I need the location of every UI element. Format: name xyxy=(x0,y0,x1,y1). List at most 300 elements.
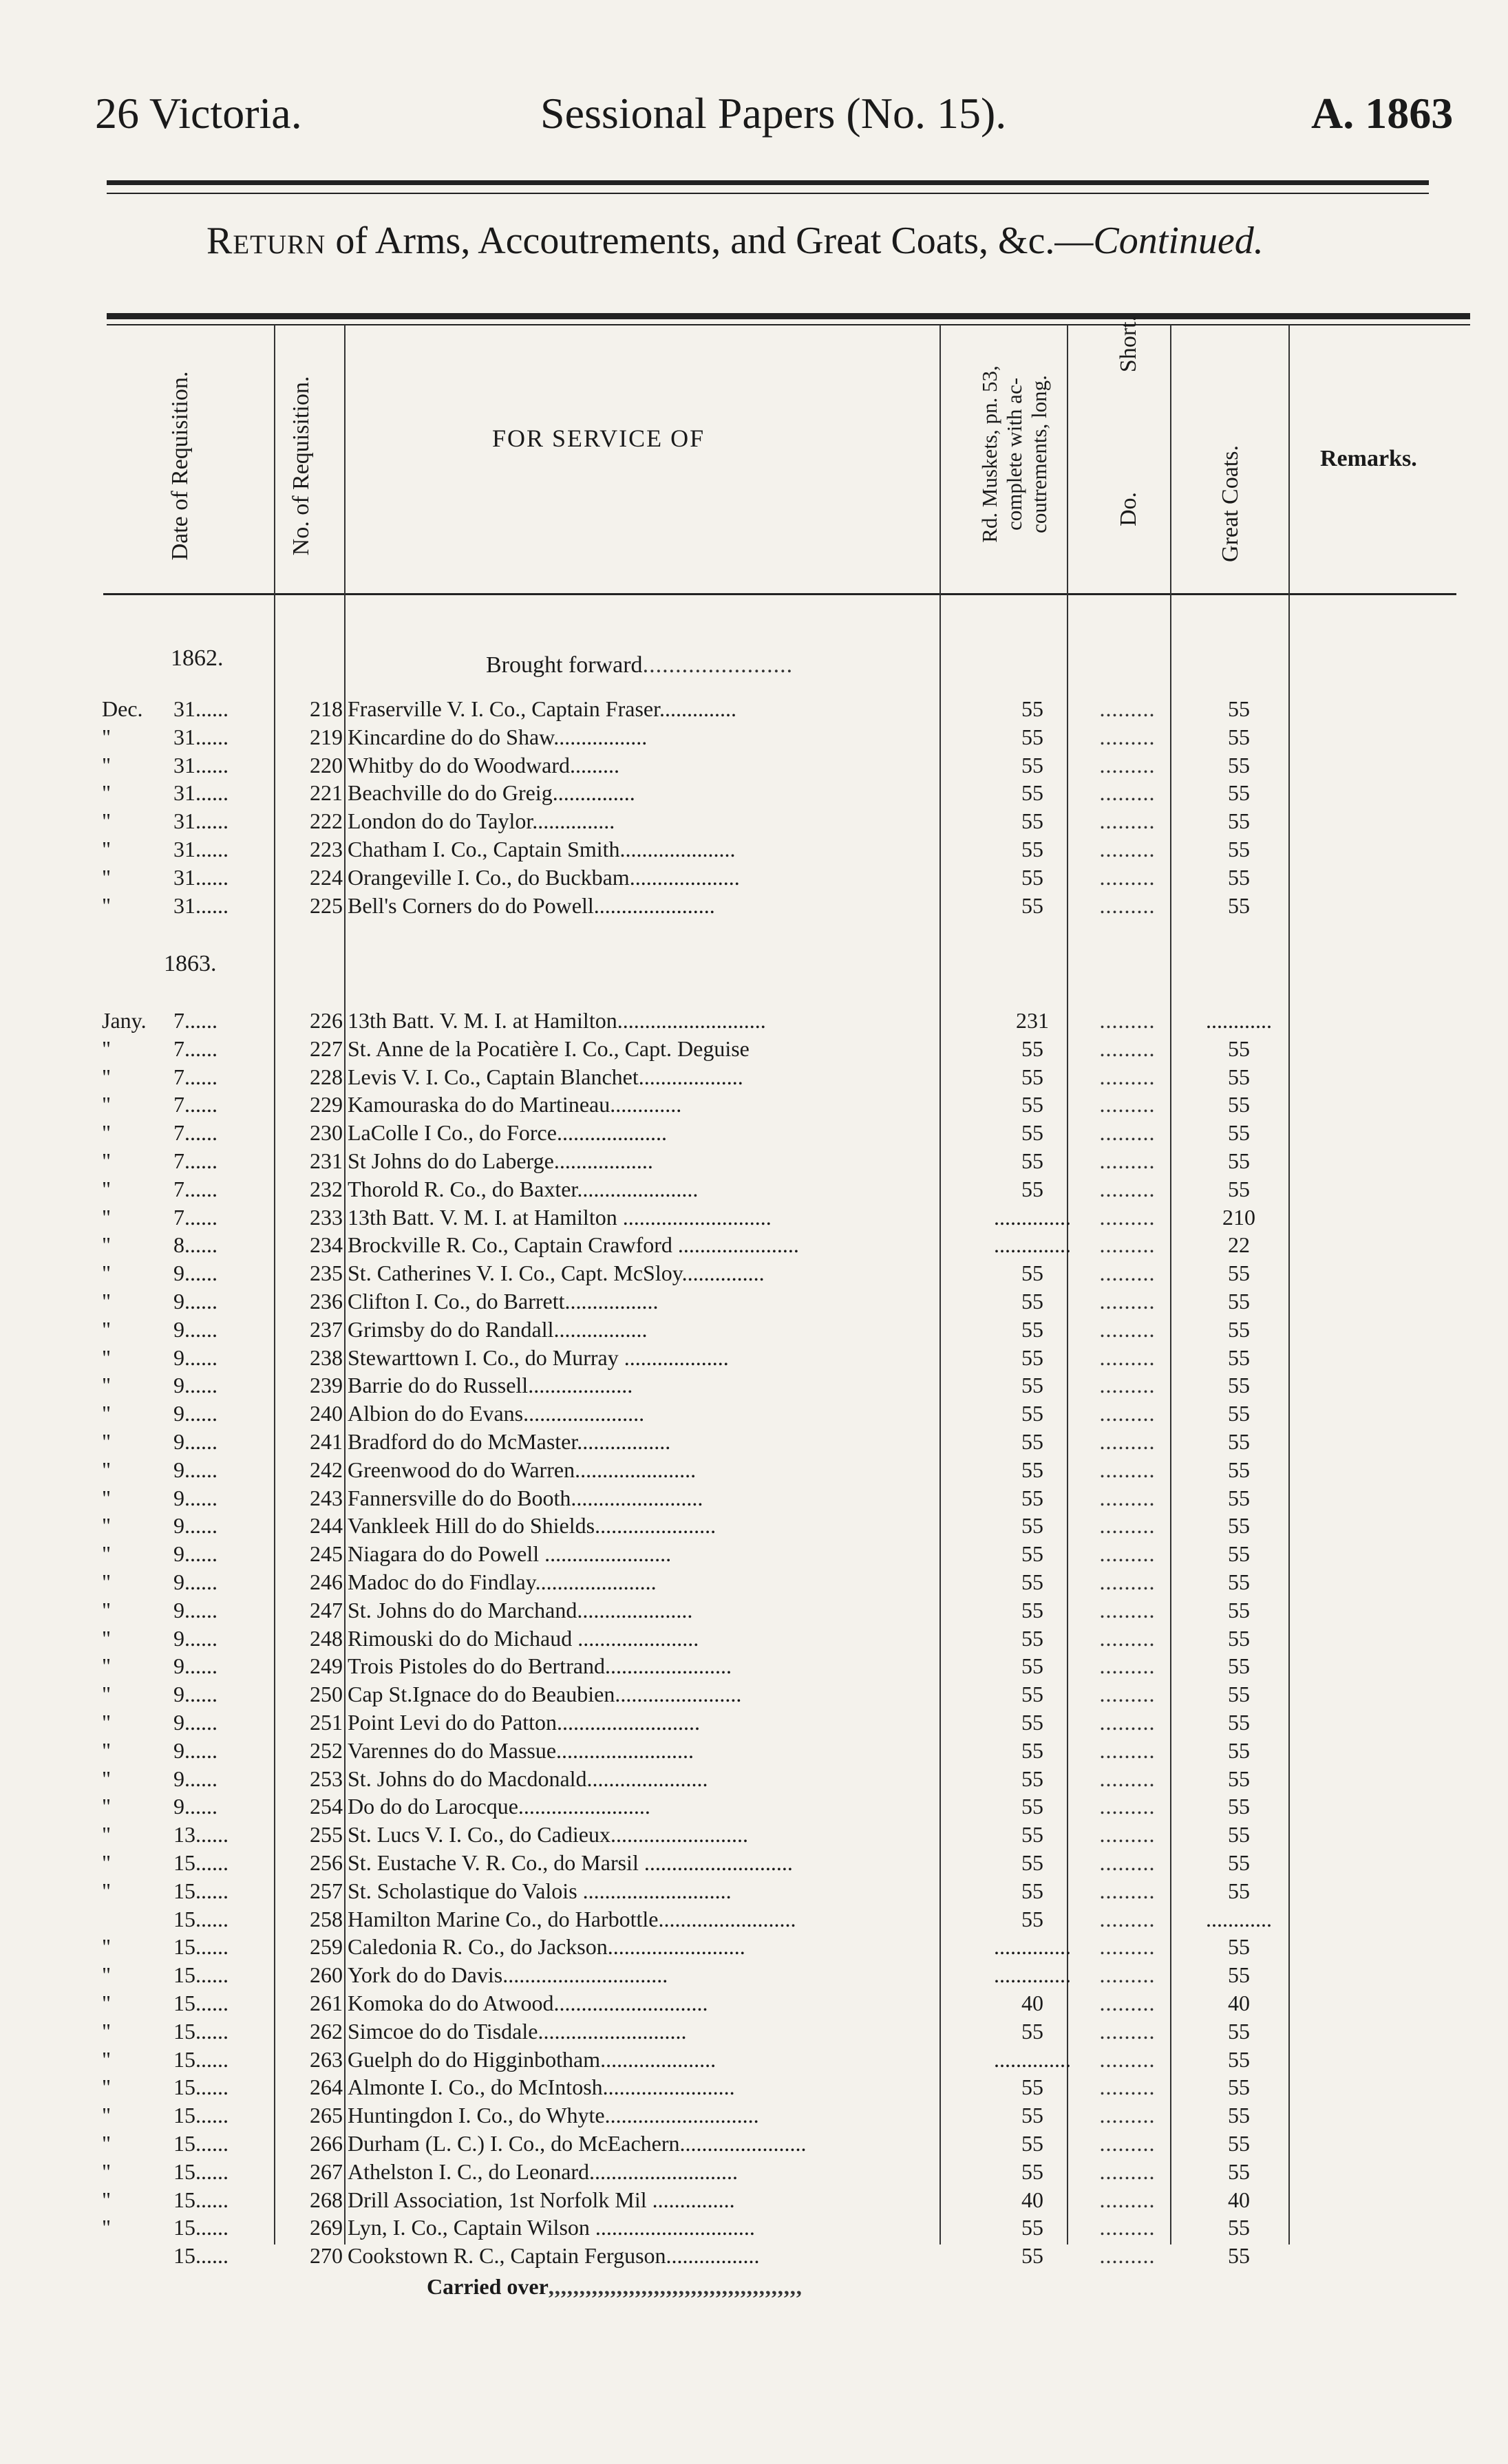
row-service: St. Johns do do Marchand..................... xyxy=(348,1598,693,1622)
row-muskets: 55 xyxy=(1021,893,1043,918)
row-great-coats: 210 xyxy=(1222,1205,1255,1230)
row-short: ......... xyxy=(1099,1822,1156,1847)
row-short: ......... xyxy=(1099,1373,1156,1397)
row-day: 7...... xyxy=(173,1120,217,1145)
row-muskets: 55 xyxy=(1021,1036,1043,1061)
row-day: 9...... xyxy=(173,1513,217,1538)
row-service: St. Anne de la Pocatière I. Co., Capt. Deguise xyxy=(348,1036,750,1061)
col-header-date: Date of Requisition. xyxy=(167,371,193,561)
row-short: ......... xyxy=(1099,1092,1156,1117)
row-day: 9...... xyxy=(173,1261,217,1285)
row-requisition-number: 253 xyxy=(310,1766,343,1791)
row-muskets: 55 xyxy=(1021,1541,1043,1566)
row-service: Simcoe do do Tisdale........................... xyxy=(348,2019,687,2044)
col-header-remarks: Remarks. xyxy=(1320,446,1417,471)
row-requisition-number: 229 xyxy=(310,1092,343,1117)
row-muskets: 40 xyxy=(1021,1991,1043,2015)
row-month: " xyxy=(102,1822,111,1847)
row-day: 9...... xyxy=(173,1794,217,1819)
row-day: 9...... xyxy=(173,1345,217,1370)
row-requisition-number: 251 xyxy=(310,1710,343,1735)
row-muskets: 55 xyxy=(1021,1710,1043,1735)
row-day: 9...... xyxy=(173,1486,217,1510)
row-day: 9...... xyxy=(173,1710,217,1735)
row-day: 8...... xyxy=(173,1232,217,1257)
row-day: 15...... xyxy=(173,2131,229,2156)
row-great-coats: ............ xyxy=(1206,1008,1272,1033)
row-requisition-number: 262 xyxy=(310,2019,343,2044)
row-short: ......... xyxy=(1099,1205,1156,1230)
row-month: " xyxy=(102,1373,111,1397)
row-month: " xyxy=(102,1345,111,1370)
row-great-coats: 55 xyxy=(1228,1148,1250,1173)
row-month: " xyxy=(102,1401,111,1426)
row-muskets: .............. xyxy=(994,1232,1071,1257)
row-short: ......... xyxy=(1099,725,1156,749)
row-muskets: 55 xyxy=(1021,1682,1043,1706)
row-short: ......... xyxy=(1099,1036,1156,1061)
row-month: " xyxy=(102,725,111,749)
row-month: " xyxy=(102,1991,111,2015)
row-day: 9...... xyxy=(173,1598,217,1622)
row-short: ......... xyxy=(1099,1682,1156,1706)
row-muskets: 55 xyxy=(1021,1570,1043,1594)
row-great-coats: 55 xyxy=(1228,2131,1250,2156)
row-day: 15...... xyxy=(173,2019,229,2044)
row-muskets: 55 xyxy=(1021,1653,1043,1678)
row-great-coats: 55 xyxy=(1228,865,1250,890)
row-requisition-number: 267 xyxy=(310,2159,343,2184)
col-header-short: Short. xyxy=(1116,315,1141,373)
row-service: Whitby do do Woodward......... xyxy=(348,753,620,778)
row-requisition-number: 236 xyxy=(310,1289,343,1314)
row-service: Drill Association, 1st Norfolk Mil ............... xyxy=(348,2187,735,2212)
row-month: " xyxy=(102,2159,111,2184)
row-requisition-number: 243 xyxy=(310,1486,343,1510)
row-service: LaColle I Co., do Force.................... xyxy=(348,1120,667,1145)
table-top-rule-thin xyxy=(107,324,1470,325)
row-requisition-number: 249 xyxy=(310,1653,343,1678)
row-muskets: 55 xyxy=(1021,1373,1043,1397)
row-short: ......... xyxy=(1099,808,1156,833)
row-month: " xyxy=(102,2131,111,2156)
row-month: " xyxy=(102,780,111,805)
row-great-coats: 55 xyxy=(1228,1373,1250,1397)
row-great-coats: 55 xyxy=(1228,1345,1250,1370)
row-muskets: 40 xyxy=(1021,2187,1043,2212)
row-day: 31...... xyxy=(173,893,229,918)
row-day: 7...... xyxy=(173,1148,217,1173)
row-muskets: 55 xyxy=(1021,808,1043,833)
row-month: " xyxy=(102,808,111,833)
table-title xyxy=(206,219,1363,263)
row-day: 9...... xyxy=(173,1429,217,1454)
row-muskets: 55 xyxy=(1021,1486,1043,1510)
row-muskets: 55 xyxy=(1021,1148,1043,1173)
row-muskets: 55 xyxy=(1021,1907,1043,1931)
row-great-coats: 55 xyxy=(1228,1962,1250,1987)
row-month: Jany. xyxy=(102,1008,147,1033)
row-month: " xyxy=(102,1653,111,1678)
row-short: ......... xyxy=(1099,780,1156,805)
row-service: St. Eustache V. R. Co., do Marsil ........................... xyxy=(348,1850,793,1875)
row-great-coats: 22 xyxy=(1228,1232,1250,1257)
row-service: Stewarttown I. Co., do Murray ................... xyxy=(348,1345,729,1370)
row-requisition-number: 265 xyxy=(310,2103,343,2128)
row-muskets: 55 xyxy=(1021,725,1043,749)
row-service: Levis V. I. Co., Captain Blanchet................... xyxy=(348,1064,743,1089)
row-great-coats: 55 xyxy=(1228,1822,1250,1847)
row-great-coats: 55 xyxy=(1228,808,1250,833)
row-requisition-number: 226 xyxy=(310,1008,343,1033)
row-service: Beachville do do Greig............... xyxy=(348,780,635,805)
row-service: St Johns do do Laberge.................. xyxy=(348,1148,653,1173)
row-service: Greenwood do do Warren...................... xyxy=(348,1457,697,1482)
row-great-coats: 55 xyxy=(1228,1878,1250,1903)
row-month: " xyxy=(102,1934,111,1959)
row-muskets: 55 xyxy=(1021,2131,1043,2156)
row-great-coats: 55 xyxy=(1228,1794,1250,1819)
row-short: ......... xyxy=(1099,1401,1156,1426)
row-short: ......... xyxy=(1099,2159,1156,2184)
row-month: " xyxy=(102,1120,111,1145)
row-service: Thorold R. Co., do Baxter...................... xyxy=(348,1177,699,1201)
col-header-muskets-line2: complete with ac- xyxy=(1002,377,1026,531)
row-service: Cookstown R. C., Captain Ferguson................. xyxy=(348,2243,760,2268)
row-muskets: 55 xyxy=(1021,1626,1043,1651)
row-short: ......... xyxy=(1099,1738,1156,1763)
row-great-coats: 55 xyxy=(1228,1626,1250,1651)
row-day: 9...... xyxy=(173,1682,217,1706)
row-great-coats: ............ xyxy=(1206,1907,1272,1931)
row-short: ......... xyxy=(1099,1934,1156,1959)
row-day: 9...... xyxy=(173,1317,217,1342)
row-short: ......... xyxy=(1099,1429,1156,1454)
row-service: Point Levi do do Patton.......................... xyxy=(348,1710,700,1735)
row-service: Kincardine do do Shaw................. xyxy=(348,725,648,749)
row-service: Caledonia R. Co., do Jackson......................... xyxy=(348,1934,745,1959)
row-service: Cap St.Ignace do do Beaubien....................... xyxy=(348,1682,742,1706)
row-service: Huntingdon I. Co., do Whyte............................ xyxy=(348,2103,759,2128)
row-month: " xyxy=(102,1457,111,1482)
row-day: 15...... xyxy=(173,1907,229,1931)
row-muskets: 55 xyxy=(1021,1513,1043,1538)
row-day: 7...... xyxy=(173,1064,217,1089)
row-month: " xyxy=(102,1064,111,1089)
row-short: ......... xyxy=(1099,1962,1156,1987)
row-short: ......... xyxy=(1099,865,1156,890)
row-short: ......... xyxy=(1099,1008,1156,1033)
row-requisition-number: 228 xyxy=(310,1064,343,1089)
row-requisition-number: 252 xyxy=(310,1738,343,1763)
row-short: ......... xyxy=(1099,1486,1156,1510)
row-requisition-number: 219 xyxy=(310,725,343,749)
row-great-coats: 55 xyxy=(1228,1429,1250,1454)
row-service: St. Johns do do Macdonald...................... xyxy=(348,1766,708,1791)
row-month: " xyxy=(102,1850,111,1875)
row-muskets: 55 xyxy=(1021,780,1043,805)
row-day: 15...... xyxy=(173,1850,229,1875)
row-day: 9...... xyxy=(173,1541,217,1566)
row-month: " xyxy=(102,865,111,890)
brought-forward xyxy=(486,652,793,678)
row-great-coats: 55 xyxy=(1228,1317,1250,1342)
row-day: 9...... xyxy=(173,1766,217,1791)
row-great-coats: 55 xyxy=(1228,893,1250,918)
title-continued: Continued. xyxy=(1093,219,1264,262)
row-great-coats: 40 xyxy=(1228,2187,1250,2212)
row-short: ......... xyxy=(1099,893,1156,918)
row-requisition-number: 239 xyxy=(310,1373,343,1397)
row-month: " xyxy=(102,1766,111,1791)
row-muskets: 55 xyxy=(1021,1177,1043,1201)
row-day: 15...... xyxy=(173,1878,229,1903)
row-great-coats: 55 xyxy=(1228,2075,1250,2099)
col-rule-no xyxy=(344,325,346,2245)
row-service: Grimsby do do Randall................. xyxy=(348,1317,648,1342)
table-top-rule-thick xyxy=(107,313,1470,319)
row-muskets: 55 xyxy=(1021,1429,1043,1454)
row-great-coats: 55 xyxy=(1228,1457,1250,1482)
row-day: 31...... xyxy=(173,865,229,890)
row-short: ......... xyxy=(1099,753,1156,778)
row-service: Komoka do do Atwood............................ xyxy=(348,1991,708,2015)
row-great-coats: 55 xyxy=(1228,1036,1250,1061)
row-day: 9...... xyxy=(173,1570,217,1594)
row-requisition-number: 268 xyxy=(310,2187,343,2212)
row-great-coats: 55 xyxy=(1228,1289,1250,1314)
row-day: 7...... xyxy=(173,1008,217,1033)
row-muskets: 55 xyxy=(1021,837,1043,861)
row-service: Fraserville V. I. Co., Captain Fraser.............. xyxy=(348,696,736,721)
row-short: ......... xyxy=(1099,2187,1156,2212)
row-muskets: 55 xyxy=(1021,2103,1043,2128)
row-month: " xyxy=(102,1738,111,1763)
row-month: " xyxy=(102,1092,111,1117)
row-short: ......... xyxy=(1099,1598,1156,1622)
row-muskets: 55 xyxy=(1021,2159,1043,2184)
row-month: " xyxy=(102,1486,111,1510)
row-great-coats: 55 xyxy=(1228,1682,1250,1706)
header-year: A. 1863 xyxy=(1311,89,1454,138)
row-month: " xyxy=(102,1513,111,1538)
row-great-coats: 55 xyxy=(1228,1570,1250,1594)
row-muskets: 55 xyxy=(1021,1092,1043,1117)
row-muskets: 55 xyxy=(1021,1289,1043,1314)
row-day: 7...... xyxy=(173,1205,217,1230)
row-muskets: .............. xyxy=(994,1205,1071,1230)
row-month: " xyxy=(102,1710,111,1735)
row-requisition-number: 260 xyxy=(310,1962,343,1987)
row-short: ......... xyxy=(1099,1261,1156,1285)
row-great-coats: 55 xyxy=(1228,1401,1250,1426)
row-month: " xyxy=(102,1148,111,1173)
row-great-coats: 55 xyxy=(1228,1486,1250,1510)
row-requisition-number: 223 xyxy=(310,837,343,861)
row-muskets: 231 xyxy=(1016,1008,1049,1033)
col-rule-service xyxy=(939,325,941,2245)
row-short: ......... xyxy=(1099,1794,1156,1819)
row-great-coats: 55 xyxy=(1228,696,1250,721)
row-great-coats: 55 xyxy=(1228,1064,1250,1089)
carried-over-label: Carried over xyxy=(427,2274,549,2299)
row-requisition-number: 235 xyxy=(310,1261,343,1285)
row-short: ......... xyxy=(1099,2075,1156,2099)
row-month: " xyxy=(102,1429,111,1454)
row-service: Clifton I. Co., do Barrett................. xyxy=(348,1289,659,1314)
row-great-coats: 55 xyxy=(1228,1177,1250,1201)
row-service: 13th Batt. V. M. I. at Hamilton ........................... xyxy=(348,1205,772,1230)
row-muskets: 55 xyxy=(1021,1317,1043,1342)
row-day: 15...... xyxy=(173,2187,229,2212)
row-great-coats: 55 xyxy=(1228,2019,1250,2044)
row-requisition-number: 263 xyxy=(310,2047,343,2072)
row-short: ......... xyxy=(1099,1653,1156,1678)
row-short: ......... xyxy=(1099,2019,1156,2044)
row-muskets: 55 xyxy=(1021,1120,1043,1145)
col-header-muskets xyxy=(977,320,1052,588)
row-day: 9...... xyxy=(173,1373,217,1397)
row-short: ......... xyxy=(1099,1317,1156,1342)
row-short: ......... xyxy=(1099,1570,1156,1594)
row-requisition-number: 270 xyxy=(310,2243,343,2268)
row-month: " xyxy=(102,2075,111,2099)
row-service: Kamouraska do do Martineau............. xyxy=(348,1092,682,1117)
row-requisition-number: 258 xyxy=(310,1907,343,1931)
row-service: Bell's Corners do do Powell...................... xyxy=(348,893,715,918)
row-muskets: 55 xyxy=(1021,1261,1043,1285)
row-requisition-number: 238 xyxy=(310,1345,343,1370)
row-service: York do do Davis.............................. xyxy=(348,1962,668,1987)
header-paper-title: Sessional Papers (No. 15). xyxy=(540,89,1007,138)
row-month: " xyxy=(102,1261,111,1285)
row-requisition-number: 221 xyxy=(310,780,343,805)
row-requisition-number: 230 xyxy=(310,1120,343,1145)
row-great-coats: 55 xyxy=(1228,837,1250,861)
row-muskets: 55 xyxy=(1021,1850,1043,1875)
row-day: 15...... xyxy=(173,1962,229,1987)
row-requisition-number: 269 xyxy=(310,2215,343,2240)
row-month: " xyxy=(102,2103,111,2128)
row-short: ......... xyxy=(1099,1289,1156,1314)
row-day: 15...... xyxy=(173,2159,229,2184)
row-requisition-number: 225 xyxy=(310,893,343,918)
row-short: ......... xyxy=(1099,2215,1156,2240)
row-muskets: .............. xyxy=(994,1934,1071,1959)
row-day: 13...... xyxy=(173,1822,229,1847)
row-requisition-number: 231 xyxy=(310,1148,343,1173)
row-service: Lyn, I. Co., Captain Wilson ............................. xyxy=(348,2215,755,2240)
row-day: 9...... xyxy=(173,1653,217,1678)
row-month: " xyxy=(102,2019,111,2044)
row-muskets: 55 xyxy=(1021,2019,1043,2044)
col-header-number: No. of Requisition. xyxy=(288,376,314,556)
col-header-muskets-line3: coutrements, long. xyxy=(1027,375,1051,533)
row-muskets: 55 xyxy=(1021,1345,1043,1370)
row-muskets: .............. xyxy=(994,2047,1071,2072)
row-month: " xyxy=(102,1036,111,1061)
row-short: ......... xyxy=(1099,1541,1156,1566)
row-service: Brockville R. Co., Captain Crawford ...................... xyxy=(348,1232,799,1257)
row-short: ......... xyxy=(1099,1878,1156,1903)
row-day: 9...... xyxy=(173,1457,217,1482)
col-header-great-coats: Great Coats. xyxy=(1218,445,1243,562)
row-requisition-number: 255 xyxy=(310,1822,343,1847)
row-muskets: 55 xyxy=(1021,865,1043,890)
row-requisition-number: 244 xyxy=(310,1513,343,1538)
row-muskets: 55 xyxy=(1021,696,1043,721)
row-day: 7...... xyxy=(173,1092,217,1117)
col-rule-greatcoats xyxy=(1288,325,1290,2245)
row-great-coats: 55 xyxy=(1228,2243,1250,2268)
row-great-coats: 55 xyxy=(1228,2047,1250,2072)
row-short: ......... xyxy=(1099,1345,1156,1370)
row-requisition-number: 259 xyxy=(310,1934,343,1959)
row-requisition-number: 232 xyxy=(310,1177,343,1201)
row-service: Hamilton Marine Co., do Harbottle......................... xyxy=(348,1907,796,1931)
row-requisition-number: 250 xyxy=(310,1682,343,1706)
row-short: ......... xyxy=(1099,1626,1156,1651)
year-label-1862: 1862. xyxy=(171,645,224,671)
row-great-coats: 55 xyxy=(1228,1850,1250,1875)
row-service: Chatham I. Co., Captain Smith..................... xyxy=(348,837,736,861)
row-month: " xyxy=(102,893,111,918)
row-short: ......... xyxy=(1099,1710,1156,1735)
row-great-coats: 55 xyxy=(1228,1513,1250,1538)
row-month: " xyxy=(102,2187,111,2212)
row-requisition-number: 247 xyxy=(310,1598,343,1622)
row-service: St. Lucs V. I. Co., do Cadieux......................... xyxy=(348,1822,748,1847)
row-muskets: 55 xyxy=(1021,2243,1043,2268)
row-great-coats: 55 xyxy=(1228,2103,1250,2128)
row-short: ......... xyxy=(1099,1232,1156,1257)
row-service: St. Scholastique do Valois ........................... xyxy=(348,1878,732,1903)
row-requisition-number: 264 xyxy=(310,2075,343,2099)
row-day: 15...... xyxy=(173,1991,229,2015)
row-service: Do do do Larocque........................ xyxy=(348,1794,650,1819)
title-return: Return xyxy=(206,219,326,262)
row-service: St. Catherines V. I. Co., Capt. McSloy............... xyxy=(348,1261,765,1285)
row-muskets: 55 xyxy=(1021,1738,1043,1763)
col-header-muskets-line1: Rd. Muskets, pn. 53, xyxy=(977,365,1001,543)
header-rule-thin xyxy=(107,193,1429,194)
row-great-coats: 55 xyxy=(1228,2215,1250,2240)
row-requisition-number: 224 xyxy=(310,865,343,890)
row-great-coats: 55 xyxy=(1228,725,1250,749)
carried-over xyxy=(427,2274,803,2300)
row-day: 31...... xyxy=(173,808,229,833)
row-great-coats: 55 xyxy=(1228,753,1250,778)
row-month: " xyxy=(102,1570,111,1594)
row-short: ......... xyxy=(1099,2047,1156,2072)
row-muskets: 55 xyxy=(1021,1457,1043,1482)
row-day: 31...... xyxy=(173,837,229,861)
row-day: 9...... xyxy=(173,1401,217,1426)
year-label-1863: 1863. xyxy=(164,951,217,976)
row-great-coats: 55 xyxy=(1228,1710,1250,1735)
row-muskets: 55 xyxy=(1021,1766,1043,1791)
row-day: 15...... xyxy=(173,2103,229,2128)
row-great-coats: 55 xyxy=(1228,2159,1250,2184)
row-day: 31...... xyxy=(173,725,229,749)
row-requisition-number: 261 xyxy=(310,1991,343,2015)
row-service: Vankleek Hill do do Shields...................... xyxy=(348,1513,716,1538)
row-muskets: 55 xyxy=(1021,1598,1043,1622)
row-requisition-number: 237 xyxy=(310,1317,343,1342)
row-month: " xyxy=(102,1317,111,1342)
row-service: Almonte I. Co., do McIntosh........................ xyxy=(348,2075,735,2099)
row-service: Barrie do do Russell................... xyxy=(348,1373,633,1397)
